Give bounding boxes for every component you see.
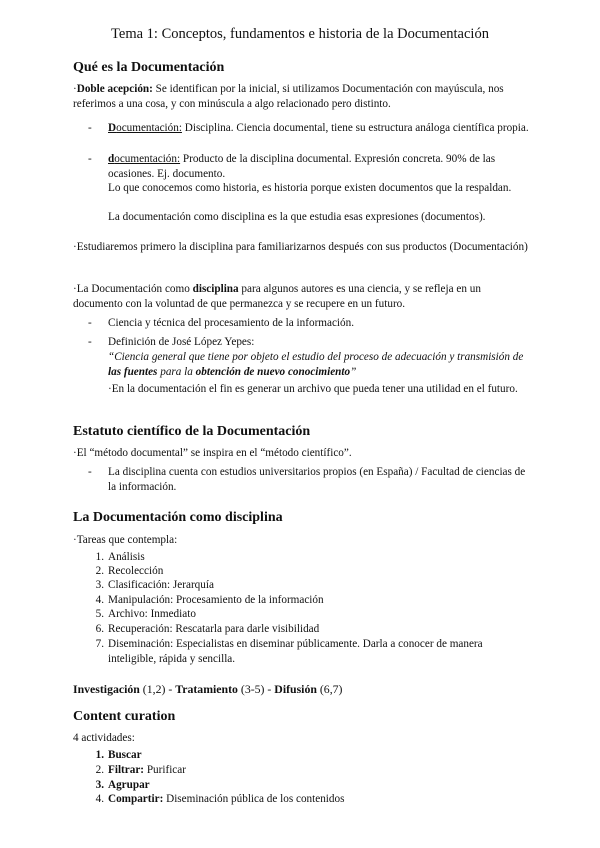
- list-number: 4.: [95, 594, 104, 606]
- list-item: Recuperación: Rescatarla para darle visibilidad: [108, 623, 320, 635]
- list-number: 3.: [95, 779, 104, 791]
- dash-bullet: -: [88, 466, 92, 478]
- heading-que-es: Qué es la Documentación: [73, 60, 225, 75]
- paragraph-doble-acepcion: [73, 82, 533, 111]
- list-number: 1.: [95, 551, 104, 563]
- list-number: 7.: [95, 638, 104, 650]
- heading-disciplina: La Documentación como disciplina: [73, 510, 283, 525]
- dash-bullet: -: [88, 153, 92, 165]
- intro-text: Se identifican por la inicial, si utilizamos Documentación con mayúscula, nos referimos a una cosa, y con minúscula a algo relacionado pero distinto.: [73, 83, 504, 110]
- list-item: Compartir: Diseminación pública de los contenidos: [108, 793, 345, 805]
- bullet-definicion: Definición de José López Yepes:: [108, 336, 255, 348]
- quote-lopez-yepes: “Ciencia general que tiene por objeto el estudio del proceso de adecuación y transmisión de las fuentes para la obtención de nuevo conocimiento”: [108, 351, 524, 378]
- list-item: Buscar: [108, 749, 142, 761]
- list-number: 3.: [95, 579, 104, 591]
- bullet-continuation: La documentación como disciplina es la que estudia esas expresiones (documentos).: [108, 211, 486, 223]
- summary-line: Investigación (1,2) - Tratamiento (3-5) - Difusión (6,7): [73, 682, 343, 696]
- list-item: Filtrar: Purificar: [108, 764, 186, 776]
- list-item: Clasificación: Jerarquía: [108, 579, 214, 591]
- list-item: Agrupar: [108, 779, 150, 791]
- bullet-continuation: Lo que conocemos como historia, es historia porque existen documentos que la respaldan.: [108, 182, 512, 194]
- dash-bullet: -: [88, 336, 92, 348]
- dash-bullet: -: [88, 122, 92, 134]
- list-item: Archivo: Inmediato: [108, 608, 196, 620]
- bullet-documentacion-mayus: [108, 121, 533, 136]
- bullet-ciencia-tecnica: Ciencia y técnica del procesamiento de la información.: [108, 317, 355, 329]
- paragraph-estudiaremos: ·Estudiaremos primero la disciplina para familiarizarnos después con sus productos (Documentación): [73, 241, 528, 253]
- paragraph-disciplina: ·La Documentación como disciplina para algunos autores es una ciencia, y se refleja en un documento con la voluntad de que permanezca y se recupere en un futuro.: [73, 283, 481, 310]
- intro-prefix: ·: [73, 83, 77, 95]
- paragraph-actividades: 4 actividades:: [73, 732, 135, 744]
- list-number: 6.: [95, 623, 104, 635]
- term-initial: documentación:: [108, 153, 181, 165]
- intro-bold: Doble acepción:: [76, 83, 153, 95]
- bullet-documentacion-minus: [108, 152, 533, 181]
- heading-content-curation: Content curation: [73, 709, 176, 724]
- list-item: Análisis: [108, 551, 145, 563]
- term-initial: Documentación:: [108, 122, 182, 134]
- list-number: 5.: [95, 608, 104, 620]
- paragraph-metodo: ·El “método documental” se inspira en el “método científico”.: [73, 447, 352, 459]
- dash-bullet: -: [88, 317, 92, 329]
- bullet-text: Disciplina. Ciencia documental, tiene su estructura análoga científica propia.: [181, 122, 529, 134]
- list-number: 2.: [95, 764, 104, 776]
- list-item: Diseminación: Especialistas en diseminar públicamente. Darla a conocer de manera inteligible, rápida y sencilla.: [108, 638, 483, 665]
- list-item: Manipulación: Procesamiento de la información: [108, 594, 324, 606]
- bullet-note-archivo: ·En la documentación el fin es generar un archivo que pueda tener una utilidad en el futuro.: [108, 383, 518, 395]
- list-number: 1.: [95, 749, 104, 761]
- list-item: Recolección: [108, 565, 164, 577]
- page-title: Tema 1: Conceptos, fundamentos e historia de la Documentación: [111, 26, 489, 42]
- bullet-estudios: La disciplina cuenta con estudios universitarios propios (en España) / Facultad de ciencias de la información.: [108, 466, 526, 493]
- heading-estatuto: Estatuto científico de la Documentación: [73, 424, 311, 439]
- bullet-text: Producto de la disciplina documental. Expresión concreta. 90% de las ocasiones. Ej. documento.: [108, 153, 496, 180]
- list-number: 4.: [95, 793, 104, 805]
- list-number: 2.: [95, 565, 104, 577]
- paragraph-tareas: ·Tareas que contempla:: [73, 534, 178, 546]
